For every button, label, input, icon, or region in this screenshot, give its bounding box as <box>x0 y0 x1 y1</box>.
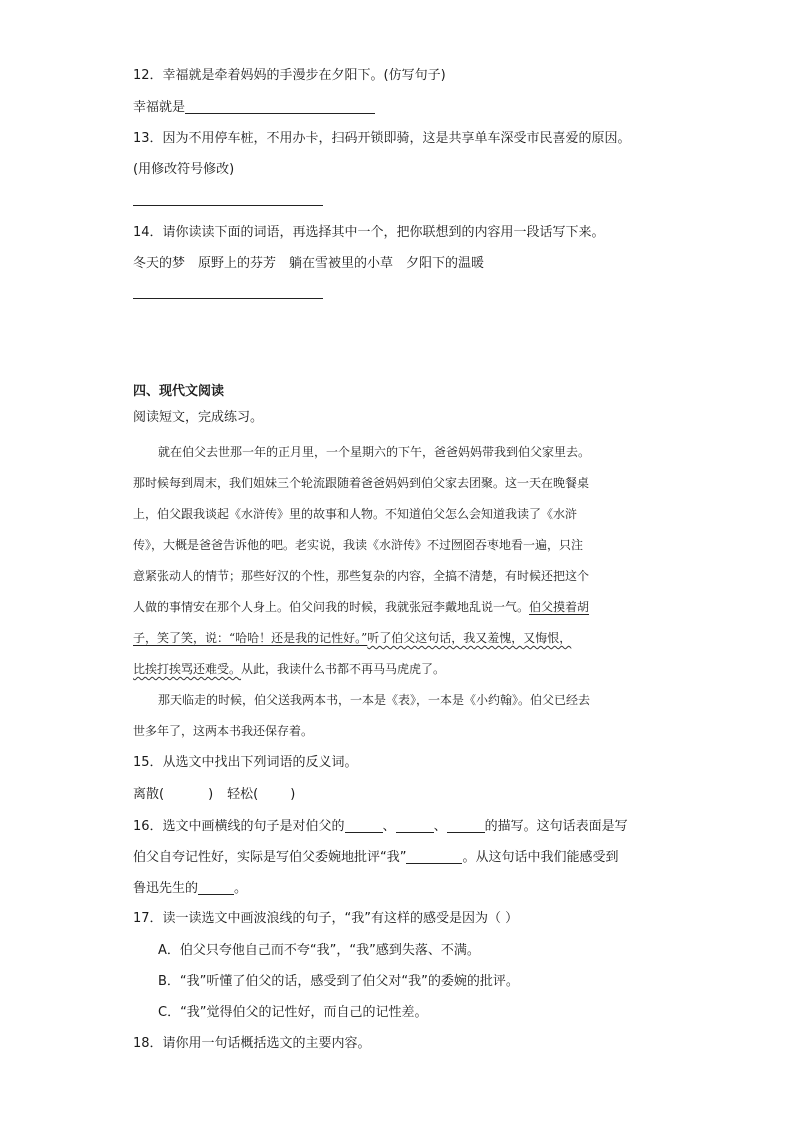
wavy-underlined-sentence: 比挨打挨骂还难受。 <box>133 662 242 676</box>
question-15-words <box>133 786 295 804</box>
wavy-underlined-sentence: 听了伯父这句话，我又羞愧，又悔恨， <box>367 631 572 645</box>
question-14-answer-blank[interactable] <box>133 298 323 299</box>
question-13-answer-blank[interactable] <box>133 205 323 206</box>
paren: ) <box>208 787 214 802</box>
phrase: 原野上的芬芳 <box>198 256 277 271</box>
passage-line: 那时候每到周末，我们姐妹三个轮流跟随着爸爸妈妈到伯父家去团聚。这一天在晚餐桌 <box>133 476 590 490</box>
answer-blank[interactable] <box>447 818 485 833</box>
option-c[interactable]: C．“我”觉得伯父的记性好，而自己的记性差。 <box>158 1005 428 1020</box>
paren: ) <box>290 787 296 802</box>
question-16-line <box>133 880 247 898</box>
question-text: 。从这句话中我们能感受到 <box>462 850 619 865</box>
question-text: 16．选文中画横线的句子是对伯父的 <box>133 819 345 834</box>
question-13-note: (用修改符号修改) <box>133 162 235 177</box>
question-14-phrases <box>133 255 484 273</box>
option-a[interactable]: A．伯父只夸他自己而不夸“我”，“我”感到失落、不满。 <box>158 943 480 958</box>
passage-line: 意紧张动人的情节；那些好汉的个性，那些复杂的内容，全搞不清楚，有时候还把这个 <box>133 569 590 583</box>
answer-blank[interactable] <box>198 880 234 895</box>
passage-text: 人做的事情安在那个人身上。伯父问我的时候，我就张冠李戴地乱说一气。 <box>133 600 530 614</box>
passage-line <box>133 660 445 678</box>
question-14-prompt: 14．请你读读下面的词语，再选择其中一个，把你联想到的内容用一段话写下来。 <box>133 225 605 240</box>
answer-blank[interactable] <box>406 849 462 864</box>
phrase: 冬天的梦 <box>133 256 186 271</box>
word: 轻松( <box>227 787 259 802</box>
answer-prefix: 幸福就是 <box>133 100 186 115</box>
underlined-sentence: 子，笑了笑，说：“哈哈！还是我的记性好。” <box>133 631 368 645</box>
question-text: 的描写。这句话表面是写 <box>484 819 628 834</box>
passage-line: 上，伯父跟我谈起《水浒传》里的故事和人物。不知道伯父怎么会知道我读了《水浒 <box>133 507 578 521</box>
underlined-sentence: 伯父摸着胡 <box>529 600 590 614</box>
question-12-prompt: 12．幸福就是牵着妈妈的手漫步在夕阳下。(仿写句子) <box>133 68 446 83</box>
separator: 、 <box>433 819 447 834</box>
question-text: 。 <box>234 881 248 896</box>
phrase: 躺在雪被里的小草 <box>289 256 394 271</box>
word: 离散( <box>133 787 165 802</box>
passage-line: 传》，大概是爸爸告诉他的吧。老实说，我读《水浒传》不过囫囵吞枣地看一遍，只注 <box>133 538 584 552</box>
answer-blank[interactable] <box>185 99 375 114</box>
answer-blank[interactable] <box>396 818 434 833</box>
answer-blank[interactable] <box>345 818 383 833</box>
passage-line: 世多年了，这两本书我还保存着。 <box>133 724 314 738</box>
passage-line: 就在伯父去世那一年的正月里，一个星期六的下午，爸爸妈妈带我到伯父家里去。 <box>158 445 591 459</box>
passage-line <box>133 598 589 616</box>
question-text: 伯父自夸记性好，实际是写伯父委婉地批评“我” <box>133 850 407 865</box>
question-16-line <box>133 849 619 867</box>
phrase: 夕阳下的温暖 <box>406 256 485 271</box>
question-text: 鲁迅先生的 <box>133 881 199 896</box>
question-12-answer-line <box>133 99 375 117</box>
question-16-line <box>133 818 628 836</box>
separator: 、 <box>382 819 396 834</box>
passage-text: 从此，我读什么书都不再马马虎虎了。 <box>241 662 446 676</box>
section-title: 四、现代文阅读 <box>133 384 225 399</box>
option-b[interactable]: B．“我”听懂了伯父的话，感受到了伯父对“我”的委婉的批评。 <box>158 974 519 989</box>
question-15-prompt: 15．从选文中找出下列词语的反义词。 <box>133 755 358 770</box>
passage-line <box>133 629 571 647</box>
section-instruction: 阅读短文，完成练习。 <box>133 410 264 425</box>
passage-line: 那天临走的时候，伯父送我两本书，一本是《表》，一本是《小约翰》。伯父已经去 <box>158 693 591 707</box>
question-17-prompt: 17．读一读选文中画波浪线的句子，“我”有这样的感受是因为（ ） <box>133 911 519 926</box>
question-13-prompt: 13．因为不用停车桩，不用办卡，扫码开锁即骑，这是共享单车深受市民喜爱的原因。 <box>133 131 631 146</box>
question-18-prompt: 18．请你用一句话概括选文的主要内容。 <box>133 1036 371 1051</box>
